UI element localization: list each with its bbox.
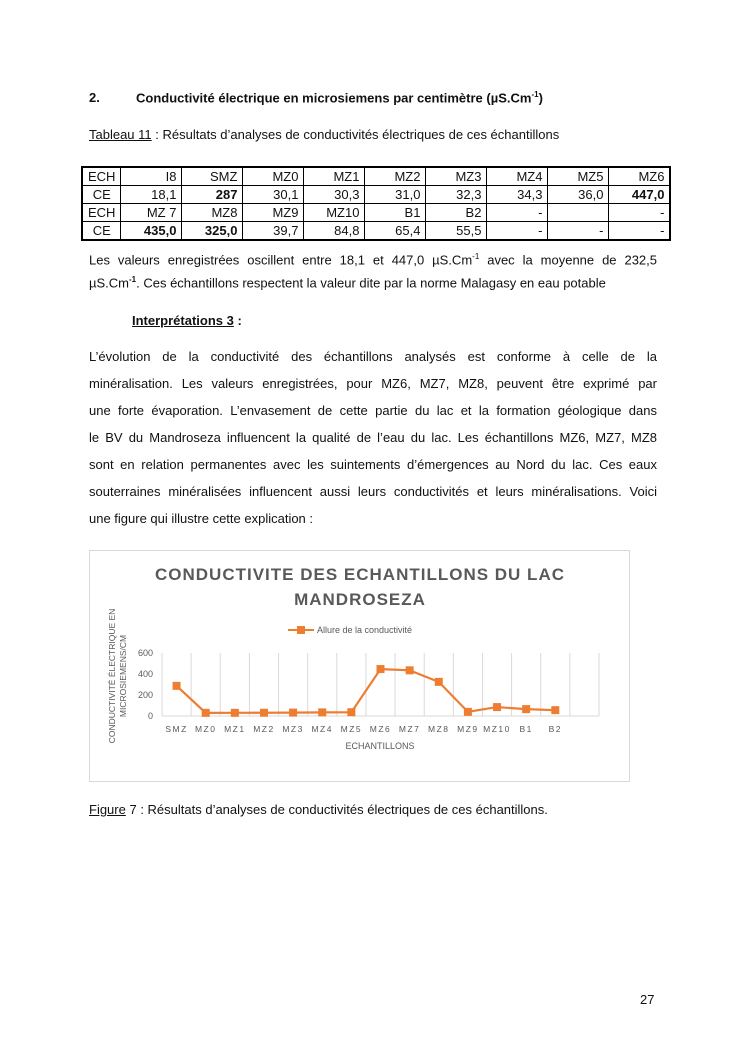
paragraph-line: souterraines minéralisées influencent aussi leurs conductivités et leurs minéralisations. Voici xyxy=(89,484,657,499)
x-tick-label: MZ2 xyxy=(253,724,275,734)
table-cell: 31,0 xyxy=(365,186,426,204)
table-cell: MZ5 xyxy=(548,167,609,186)
y-tick-label: 0 xyxy=(147,711,153,721)
table-caption xyxy=(89,127,559,142)
table-cell: MZ6 xyxy=(609,167,671,186)
data-point xyxy=(260,709,268,717)
data-point xyxy=(289,709,297,717)
data-point xyxy=(464,708,472,716)
table-row xyxy=(82,222,670,241)
table-cell: MZ1 xyxy=(304,167,365,186)
table-cell: 325,0 xyxy=(182,222,243,241)
data-point xyxy=(522,705,530,713)
y-tick-label: 600 xyxy=(137,648,153,658)
table-cell xyxy=(548,204,609,222)
table-cell: MZ 7 xyxy=(121,204,182,222)
table-cell: 18,1 xyxy=(121,186,182,204)
table-cell: CE xyxy=(82,186,121,204)
text: µS.Cm xyxy=(89,275,129,291)
data-point xyxy=(347,708,355,716)
table-row xyxy=(82,167,670,186)
table-cell: 32,3 xyxy=(426,186,487,204)
figure-label: Figure xyxy=(89,802,126,817)
colon: : xyxy=(233,313,242,328)
chart-container xyxy=(89,550,630,782)
conductivity-chart xyxy=(90,551,629,781)
text: Les valeurs enregistrées oscillent entre 18,1 et 447,0 µS.Cm xyxy=(89,252,473,268)
table-cell: - xyxy=(487,222,548,241)
conductivity-table xyxy=(81,166,671,241)
table-cell: 447,0 xyxy=(609,186,671,204)
table-cell: 30,1 xyxy=(243,186,304,204)
superscript: -1 xyxy=(472,252,480,261)
table-cell: - xyxy=(609,222,671,241)
data-point xyxy=(231,709,239,717)
table-cell: SMZ xyxy=(182,167,243,186)
figure-caption-text: 7 : Résultats d’analyses de conductivités électriques de ces échantillons. xyxy=(125,802,548,817)
summary-line-1 xyxy=(89,252,657,267)
chart-title-line-1: CONDUCTIVITE DES ECHANTILLONS DU LAC xyxy=(155,565,565,584)
table-cell: 435,0 xyxy=(121,222,182,241)
y-axis-title-line-2: MICROSIEMENS/CM xyxy=(118,634,128,718)
table-cell: B1 xyxy=(365,204,426,222)
text: . Ces échantillons respectent la valeur dite par la norme Malagasy en eau potable xyxy=(136,275,606,291)
y-axis-title-line-1: CONDUCTIVITÉ ÉLECTRIQUE EN xyxy=(107,608,117,744)
data-point xyxy=(377,665,385,673)
table-cell: MZ9 xyxy=(243,204,304,222)
chart-title-line-2: MANDROSEZA xyxy=(294,590,426,609)
table-caption-text: : Résultats d’analyses de conductivités électriques de ces échantillons xyxy=(151,127,560,142)
paragraph-line: une figure qui illustre cette explication : xyxy=(89,511,314,526)
y-tick-label: 200 xyxy=(137,690,153,700)
table-cell: 36,0 xyxy=(548,186,609,204)
table-row xyxy=(82,204,670,222)
table-cell: 84,8 xyxy=(304,222,365,241)
data-point xyxy=(435,678,443,686)
table-cell: I8 xyxy=(121,167,182,186)
data-point xyxy=(173,682,181,690)
table-cell: 34,3 xyxy=(487,186,548,204)
x-tick-label: B2 xyxy=(548,724,563,734)
page-number: 27 xyxy=(640,992,655,1007)
table-cell: - xyxy=(609,204,671,222)
table-cell: 39,7 xyxy=(243,222,304,241)
table-cell: MZ3 xyxy=(426,167,487,186)
paren: ) xyxy=(538,90,543,106)
table-cell: - xyxy=(548,222,609,241)
x-tick-label: MZ9 xyxy=(457,724,479,734)
data-point xyxy=(551,706,559,714)
table-row xyxy=(82,186,670,204)
paragraph-line: sont en relation permanentes avec les suintements d’émergences au Nord du lac. Ces eaux xyxy=(89,457,657,472)
table-cell: 65,4 xyxy=(365,222,426,241)
paragraph-line: le BV du Mandroseza influencent la qualité de l’eau du lac. Les échantillons MZ6, MZ7, MZ8 xyxy=(89,430,657,445)
legend-marker xyxy=(297,626,305,634)
paragraph-line: minéralisation. Les valeurs enregistrées, pour MZ6, MZ7, MZ8, peuvent être exprimé par xyxy=(89,376,657,391)
x-tick-label: MZ8 xyxy=(428,724,450,734)
section-title: Conductivité électrique en microsiemens par centimètre (µS.Cm xyxy=(136,90,532,106)
interpretation-heading xyxy=(132,313,242,328)
paragraph-line: L’évolution de la conductivité des échantillons analysés est conforme à celle de la xyxy=(89,349,657,364)
section-number: 2. xyxy=(89,90,100,106)
table-cell: CE xyxy=(82,222,121,241)
table-cell: B2 xyxy=(426,204,487,222)
table-cell: MZ4 xyxy=(487,167,548,186)
table-cell: - xyxy=(487,204,548,222)
x-tick-label: MZ6 xyxy=(369,724,392,734)
x-axis-title: ECHANTILLONS xyxy=(345,741,415,751)
table-cell: ECH xyxy=(82,204,121,222)
data-point xyxy=(318,708,326,716)
interpretation-label: Interprétations 3 xyxy=(132,313,234,328)
x-tick-label: MZ10 xyxy=(483,724,511,734)
data-point xyxy=(406,666,414,674)
x-tick-label: MZ4 xyxy=(311,724,333,734)
x-tick-label: SMZ xyxy=(165,724,188,734)
figure-caption xyxy=(89,802,548,817)
paragraph-line: une forte évaporation. L’envasement de cette partie du lac et la formation géologique dans xyxy=(89,403,657,418)
table-cell: MZ2 xyxy=(365,167,426,186)
table-cell: MZ10 xyxy=(304,204,365,222)
x-tick-label: B1 xyxy=(519,724,533,734)
legend-label: Allure de la conductivité xyxy=(317,625,413,635)
summary-line-2 xyxy=(89,275,657,290)
section-heading xyxy=(89,90,543,105)
table-cell: 287 xyxy=(182,186,243,204)
table-cell: ECH xyxy=(82,167,121,186)
data-point xyxy=(202,709,210,717)
x-tick-label: MZ0 xyxy=(194,724,217,734)
x-tick-label: MZ1 xyxy=(224,724,246,734)
data-point xyxy=(493,703,501,711)
table-label: Tableau 11 xyxy=(89,127,152,142)
text: avec la moyenne de 232,5 xyxy=(479,252,658,268)
superscript: -1 xyxy=(531,90,539,99)
x-tick-label: MZ3 xyxy=(282,724,304,734)
table-cell: 55,5 xyxy=(426,222,487,241)
table-cell: MZ8 xyxy=(182,204,243,222)
superscript: -1 xyxy=(129,275,137,284)
table-cell: 30,3 xyxy=(304,186,365,204)
y-tick-label: 400 xyxy=(137,669,153,679)
x-tick-label: MZ5 xyxy=(340,724,363,734)
x-tick-label: MZ7 xyxy=(398,724,421,734)
table-cell: MZ0 xyxy=(243,167,304,186)
